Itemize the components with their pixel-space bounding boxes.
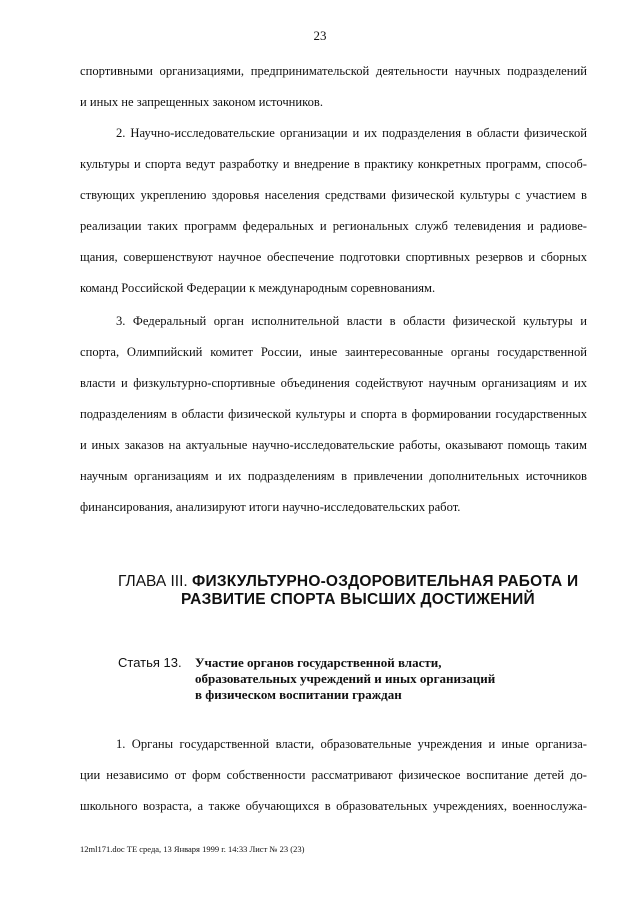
text-line: школьного возраста, а также обучающихся в образовательных учреждениях, военнослужа- <box>80 799 587 813</box>
document-footer: 12ml171.doc ТЕ среда, 13 Января 1999 г. 14:33 Лист № 23 (23) <box>80 844 305 854</box>
article-title <box>195 655 515 703</box>
text-line: 2. Научно-исследовательские организации и их подразделения в области физической <box>116 126 587 140</box>
text-line: подразделениям в области физической культуры и спорта в формировании государственных <box>80 407 587 421</box>
paragraph-continuation <box>80 56 587 118</box>
text-line: власти и физкультурно-спортивные объединения содействуют научным организациям и их <box>80 376 587 390</box>
text-line: команд Российской Федерации к международным соревнованиям. <box>80 281 436 295</box>
text-line: ции независимо от форм собственности рассматривают физическое воспитание детей до- <box>80 768 587 782</box>
text-line: ствующих укреплению здоровья населения средствами физической культуры с участием в <box>80 188 587 202</box>
article-title-line: Участие органов государственной власти, <box>195 655 442 670</box>
text-line: научным организациям и их подразделениям в привлечении дополнительных источников <box>80 469 587 483</box>
text-line: и иных заказов на актуальные научно-исследовательские работы, оказывают помощь таким <box>80 438 587 452</box>
text-line: 1. Органы государственной власти, образовательные учреждения и иные организа- <box>116 737 587 751</box>
text-line: финансирования, анализируют итоги научно-исследовательских работ. <box>80 500 461 514</box>
chapter-title-line1: ФИЗКУЛЬТУРНО-ОЗДОРОВИТЕЛЬНАЯ РАБОТА И <box>192 573 579 590</box>
text-line: щания, совершенствуют научное обеспечение подготовки спортивных резервов и сборных <box>80 250 587 264</box>
article-label: Статья 13. <box>118 655 182 670</box>
article-title-line: в физическом воспитании граждан <box>195 687 402 702</box>
text-line: спортивными организациями, предпринимательской деятельности научных подразделений <box>80 64 587 78</box>
text-line: 3. Федеральный орган исполнительной власти в области физической культуры и <box>116 314 587 328</box>
paragraph-2 <box>80 118 587 304</box>
chapter-label: ГЛАВА III. <box>118 573 188 590</box>
paragraph-3 <box>80 306 587 523</box>
paragraph-article-13 <box>80 729 587 822</box>
text-line: реализации таких программ федеральных и региональных служб телевидения и радиове- <box>80 219 587 233</box>
text-line: и иных не запрещенных законом источников. <box>80 95 324 109</box>
text-line: спорта, Олимпийский комитет России, иные заинтересованные органы государственной <box>80 345 587 359</box>
text-line: культуры и спорта ведут разработку и внедрение в практику конкретных программ, способ- <box>80 157 587 171</box>
article-title-line: образовательных учреждений и иных организаций <box>195 671 496 686</box>
chapter-heading <box>118 573 578 609</box>
chapter-title-line2: РАЗВИТИЕ СПОРТА ВЫСШИХ ДОСТИЖЕНИЙ <box>181 591 535 608</box>
page-number: 23 <box>313 28 327 43</box>
